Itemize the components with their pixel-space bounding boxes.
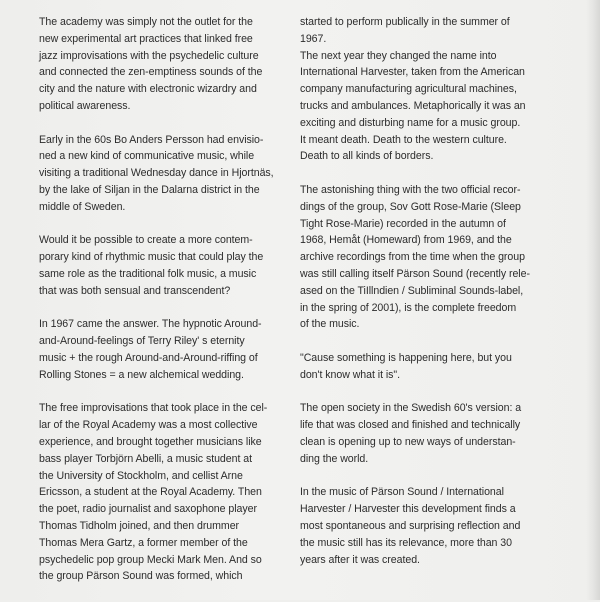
paragraph [300, 350, 540, 384]
text-line: The next year they changed the name into [300, 49, 497, 62]
text-line: the group Pärson Sound was formed, which [39, 570, 243, 583]
paragraph [39, 316, 279, 383]
text-line: music + the rough Around-and-Around-riffing of [39, 351, 258, 364]
text-line: and connected the zen-emptiness sounds of the [39, 66, 263, 79]
text-line: Rolling Stones = a new alchemical wedding. [39, 368, 244, 381]
text-line: middle of Sweden. [39, 200, 126, 213]
text-line: exciting and disturbing name for a music group. [300, 116, 521, 129]
paragraph [300, 14, 540, 165]
text-line: Would it be possible to create a more contem- [39, 234, 253, 247]
paragraph [39, 232, 279, 299]
text-line: city and the nature with electronic wizardry and [39, 83, 257, 96]
text-line: clean is opening up to new ways of understan- [300, 435, 516, 448]
page-edge-shadow [586, 0, 600, 600]
text-line: and-Around-feelings of Terry Riley' s eternity [39, 335, 245, 348]
text-line: company manufacturing agricultural machines, [300, 83, 517, 96]
text-line: In 1967 came the answer. The hypnotic Around- [39, 318, 262, 331]
text-line: don't know what it is". [300, 368, 401, 381]
text-line: The free improvisations that took place in the cel- [39, 402, 268, 415]
text-line: The astonishing thing with the two official recor- [300, 183, 521, 196]
text-line: visiting a traditional Wednesday dance in Hjortnäs, [39, 167, 274, 180]
text-line: life that was closed and finished and technically [300, 419, 521, 432]
text-line: bass player Torbjörn Abelli, a music student at [39, 452, 252, 465]
text-line: of the music. [300, 318, 360, 331]
paragraph [300, 400, 540, 467]
text-line: started to perform publically in the summer of [300, 16, 510, 28]
text-line: "Cause something is happening here, but you [300, 351, 512, 364]
text-line: ding the world. [300, 452, 369, 465]
text-line: Ericsson, a student at the Royal Academy. Then [39, 486, 262, 499]
text-line: It meant death. Death to the western culture. [300, 133, 507, 146]
paragraph [39, 14, 279, 115]
text-line: dings of the group, Sov Gott Rose-Marie (Sleep [300, 200, 521, 213]
text-line: In the music of Pärson Sound / International [300, 486, 504, 499]
text-line: the music still has its relevance, more than 30 [300, 536, 512, 549]
text-line: experience, and brought together musicians like [39, 435, 262, 448]
text-line: Death to all kinds of borders. [300, 150, 434, 163]
text-line: ased on the TiIllndien / Subliminal Sounds-label, [300, 284, 524, 297]
text-line: that was both sensual and transcendent? [39, 284, 231, 297]
text-line: in the spring of 2001), is the complete freedom [300, 301, 517, 314]
text-line: porary kind of rhythmic music that could play the [39, 251, 264, 264]
text-line: the poet, radio journalist and saxophone player [39, 503, 257, 516]
text-line: same role as the traditional folk music, a music [39, 267, 257, 280]
text-line: 1967. [300, 32, 327, 45]
text-line: the University of Stockholm, and cellist Arne [39, 469, 243, 482]
text-line: 1968, Hemåt (Homeward) from 1969, and the [300, 234, 512, 247]
text-line: political awareness. [39, 99, 131, 112]
text-line: Thomas Tidholm joined, and then drummer [39, 519, 240, 532]
paragraph [300, 484, 540, 568]
left-text-column [39, 14, 279, 602]
text-line: most spontaneous and surprising reflection and [300, 519, 521, 532]
right-text-column [300, 14, 540, 585]
text-line: psychedelic pop group Mecki Mark Men. And so [39, 553, 262, 566]
text-line: years after it was created. [300, 553, 420, 566]
text-line: The open society in the Swedish 60's version: a [300, 402, 522, 415]
paragraph [39, 400, 279, 585]
text-line: Early in the 60s Bo Anders Persson had envisio- [39, 133, 264, 146]
text-line: ned a new kind of communicative music, while [39, 150, 255, 163]
text-line: new experimental art practices that linked free [39, 32, 253, 45]
text-line: Harvester / Harvester this development finds a [300, 503, 516, 516]
text-line: International Harvester, taken from the American [300, 66, 525, 79]
text-line: was still calling itself Pärson Sound (recently rele- [300, 267, 530, 280]
text-line: archive recordings from the time when the group [300, 251, 525, 264]
paragraph [300, 182, 540, 333]
text-line: jazz improvisations with the psychedelic culture [39, 49, 259, 62]
text-line: by the lake of Siljan in the Dalarna district in the [39, 183, 260, 196]
text-line: Tight Rose-Marie) recorded in the autumn of [300, 217, 506, 230]
text-line: Thomas Mera Gartz, a former member of the [39, 536, 248, 549]
paragraph [39, 132, 279, 216]
text-line: trucks and ambulances. Metaphorically it was an [300, 99, 526, 112]
text-line: The academy was simply not the outlet for the [39, 16, 253, 28]
text-line: lar of the Royal Academy was a most collective [39, 419, 258, 432]
